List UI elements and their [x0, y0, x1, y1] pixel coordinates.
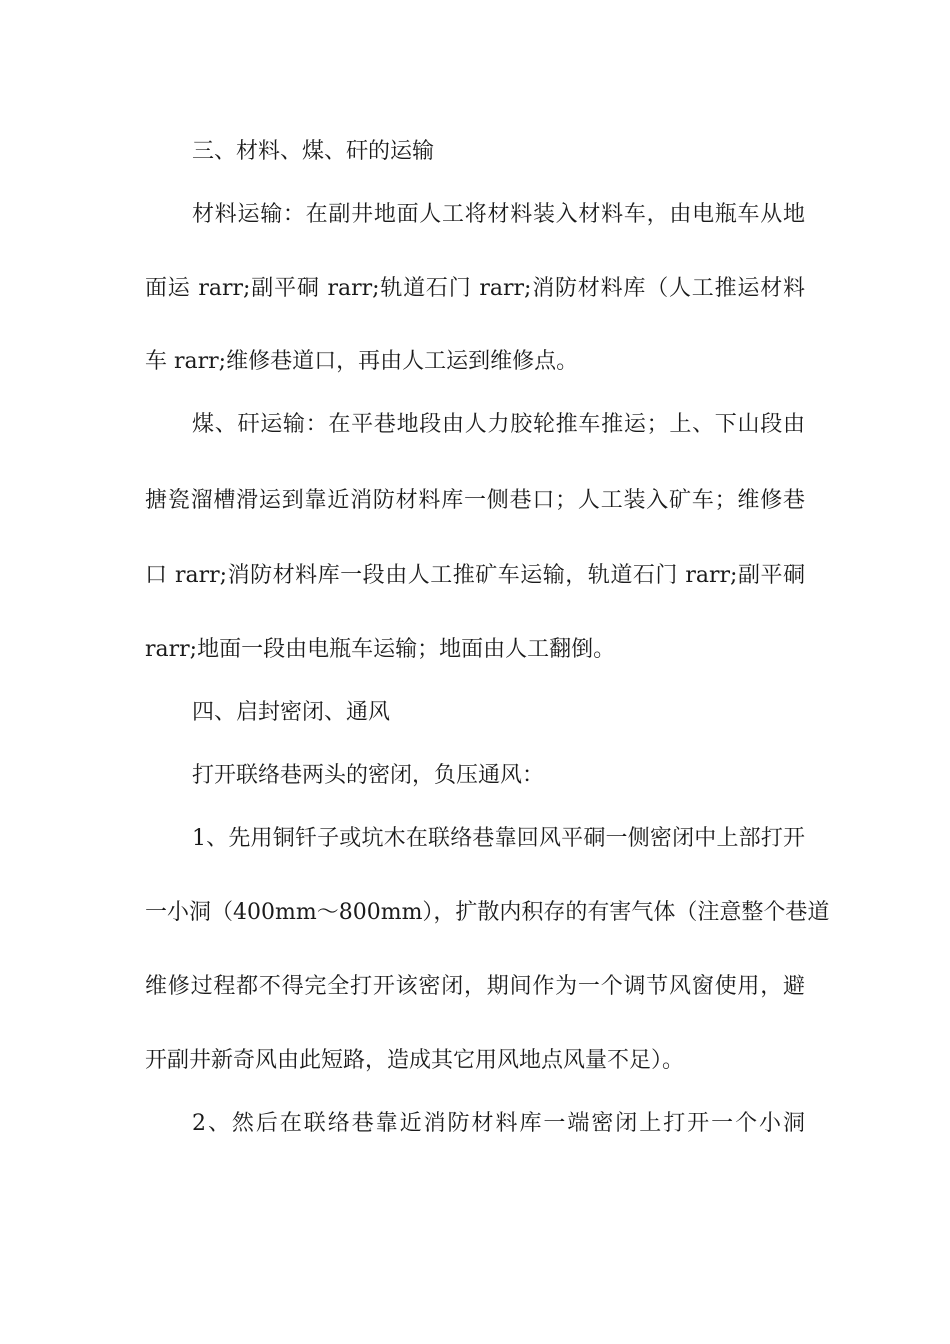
paragraph-line: 开副井新奇风由此短路，造成其它用风地点风量不足）。 — [145, 1048, 685, 1073]
paragraph-line: 面运 rarr;副平硐 rarr;轨道石门 rarr;消防材料库（人工推运材料 — [145, 276, 805, 301]
paragraph-line: 维修过程都不得完全打开该密闭，期间作为一个调节风窗使用，避 — [145, 974, 805, 999]
paragraph-line: 一小洞（400mm～800mm），扩散内积存的有害气体（注意整个巷道 — [145, 900, 830, 925]
paragraph-line: 车 rarr;维修巷道口，再由人工运到维修点。 — [145, 349, 579, 374]
paragraph-line: 煤、矸运输：在平巷地段由人力胶轮推车推运；上、下山段由 — [192, 412, 805, 437]
section-heading-3: 三、材料、煤、矸的运输 — [192, 139, 435, 164]
paragraph-line: 口 rarr;消防材料库一段由人工推矿车运输，轨道石门 rarr;副平硐 — [145, 563, 805, 588]
paragraph-line: 1、先用铜钎子或坑木在联络巷靠回风平硐一侧密闭中上部打开 — [192, 826, 805, 851]
paragraph-line: 打开联络巷两头的密闭，负压通风： — [192, 763, 545, 788]
section-heading-4: 四、启封密闭、通风 — [192, 700, 391, 725]
paragraph-line: 材料运输：在副井地面人工将材料装入材料车，由电瓶车从地 — [192, 202, 805, 227]
paragraph-line: 搪瓷溜槽滑运到靠近消防材料库一侧巷口；人工装入矿车；维修巷 — [145, 488, 805, 513]
paragraph-line: rarr;地面一段由电瓶车运输；地面由人工翻倒。 — [145, 637, 616, 662]
paragraph-line: 2、然后在联络巷靠近消防材料库一端密闭上打开一个小洞 — [192, 1111, 805, 1136]
